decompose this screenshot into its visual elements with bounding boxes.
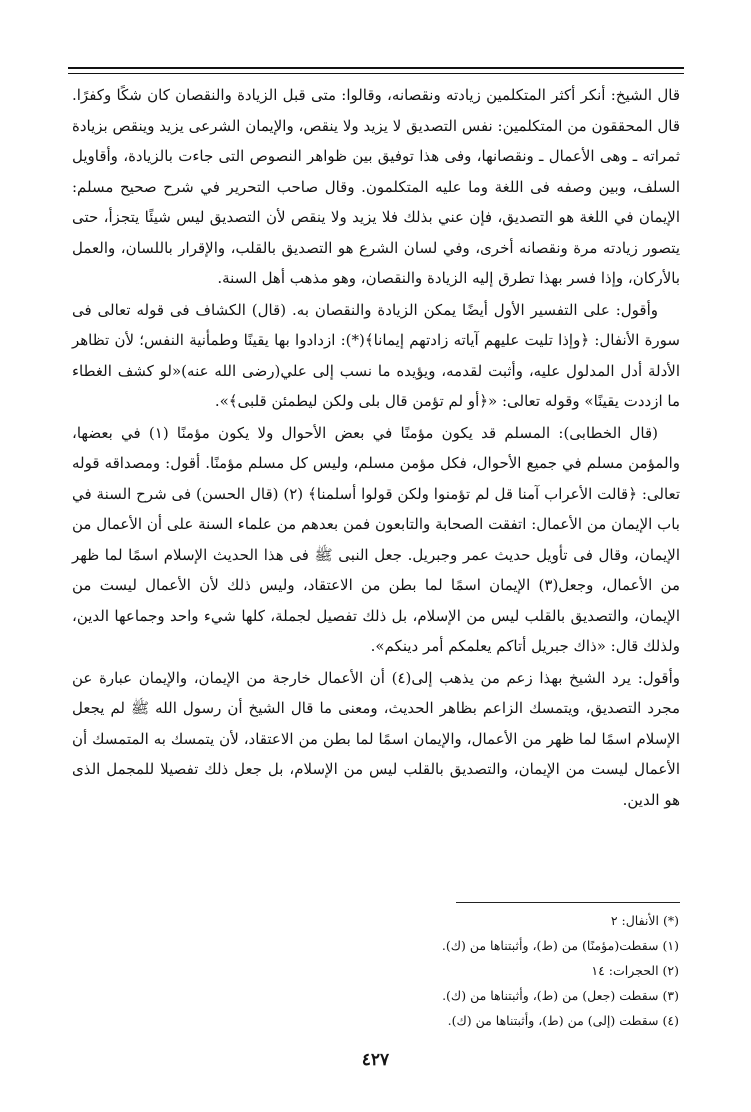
footnote: (٢) الحجرات: ١٤	[591, 963, 679, 978]
header-rule-thick	[68, 67, 684, 69]
paragraph-4: وأقول: يرد الشيخ بهذا زعم من يذهب إلى(٤) أن الأعمال خارجة من الإيمان، والإيمان عبارة عن مجرد التصديق، ويتمسك الزاعم بظاهر الحديث، ومعنى ما قال الشيخ أن رسول الله ﷺ لم يجعل الإسلام اسمًا لما ظهر من الأعمال، والإيمان اسمًا لما بطن من الاعتقاد، لأن يتمسك به المتمسك أن الأعمال ليست من الإيمان، والتصديق بالقلب ليس من الإسلام، بل جعل ذلك تفصيلا للمجمل الذى هو الدين.	[72, 668, 680, 809]
paragraph-1: قال الشيخ: أنكر أكثر المتكلمين زيادته ونقصانه، وقالوا: متى قبل الزيادة والنقصان كان شكًا وكفرًا. قال المحققون من المتكلمين: نفس التصديق لا يزيد ولا ينقص، والإيمان الشرعى يزيد وينقص بزيادة ثمراته ـ وهى الأعمال ـ ونقصانها، وفى هذا توفيق بين ظواهر النصوص التى جاءت بالزيادة، وأقاويل السلف، وبين وصفه فى اللغة وما عليه المتكلمون. وقال صاحب التحرير في شرح صحيح مسلم: الإيمان في اللغة هو التصديق، فإن عني بذلك فلا يزيد ولا ينقص لأن التصديق ليس شيئًا يتجزأ، حتى يتصور زيادته مرة ونقصانه أخرى، وفي لسان الشرع هو التصديق بالقلب، والإقرار باللسان، والعمل بالأركان، وإذا فسر بهذا تطرق إليه الزيادة والنقصان، وهو مذهب أهل السنة.	[72, 86, 680, 287]
main-text	[72, 80, 680, 815]
footnote: (١) سقطت(مؤمنًا) من (ط)، وأثبتناها من (ك).	[441, 938, 679, 953]
footnote-separator	[456, 902, 680, 903]
paragraph-2: وأقول: على التفسير الأول أيضًا يمكن الزيادة والنقصان به. (قال) الكشاف فى قوله تعالى فى سورة الأنفال: ﴿وإذا تليت عليهم آياته زادتهم إيمانا﴾(*): ازدادوا بها يقينًا وطمأنية النفس؛ لأن تظاهر الأدلة أدل المدلول عليه، وأثبت لقدمه، ويؤيده ما نسب إلى علي(رضى الله عنه)«لو كشف الغطاء ما ازددت يقينًا» وقوله تعالى: «﴿أو لم تؤمن قال بلى ولكن ليطمئن قلبى﴾».	[72, 300, 680, 410]
footnote: (٣) سقطت (جعل) من (ط)، وأثبتناها من (ك).	[442, 988, 679, 1003]
header-rule-thin	[68, 73, 684, 74]
footnotes	[119, 908, 679, 1033]
paragraph-3: (قال الخطابى): المسلم قد يكون مؤمنًا في بعض الأحوال ولا يكون مؤمنًا (١) في بعضها، والمؤمن مسلم في جميع الأحوال، فكل مؤمن مسلم، وليس كل مسلم مؤمنًا. أقول: ومصداقه قوله تعالى: ﴿قالت الأعراب آمنا قل لم تؤمنوا ولكن قولوا أسلمنا﴾ (٢) (قال الحسن) فى شرح السنة في باب الإيمان من الأعمال: اتفقت الصحابة والتابعون فمن بعدهم من علماء السنة على أن الأعمال من الإيمان، وقال فى تأويل حديث عمر وجبريل. جعل النبى ﷺ فى هذا الحديث الإسلام اسمًا لما ظهر من الأعمال، وجعل(٣) الإيمان اسمًا لما بطن من الاعتقاد، وليس ذلك لأن الأعمال ليست من الإيمان، والتصديق بالقلب ليس من الإسلام، بل ذلك تفصيل لجملة، كلها شيء واحد وجماعها الدين، ولذلك قال: «ذاك جبريل أتاكم يعلمكم أمر دينكم».	[72, 423, 680, 655]
page-number: ٤٢٧	[361, 1050, 390, 1070]
footnote: (*) الأنفال: ٢	[610, 913, 679, 928]
footnote: (٤) سقطت (إلى) من (ط)، وأثبتناها من (ك).	[447, 1013, 679, 1028]
